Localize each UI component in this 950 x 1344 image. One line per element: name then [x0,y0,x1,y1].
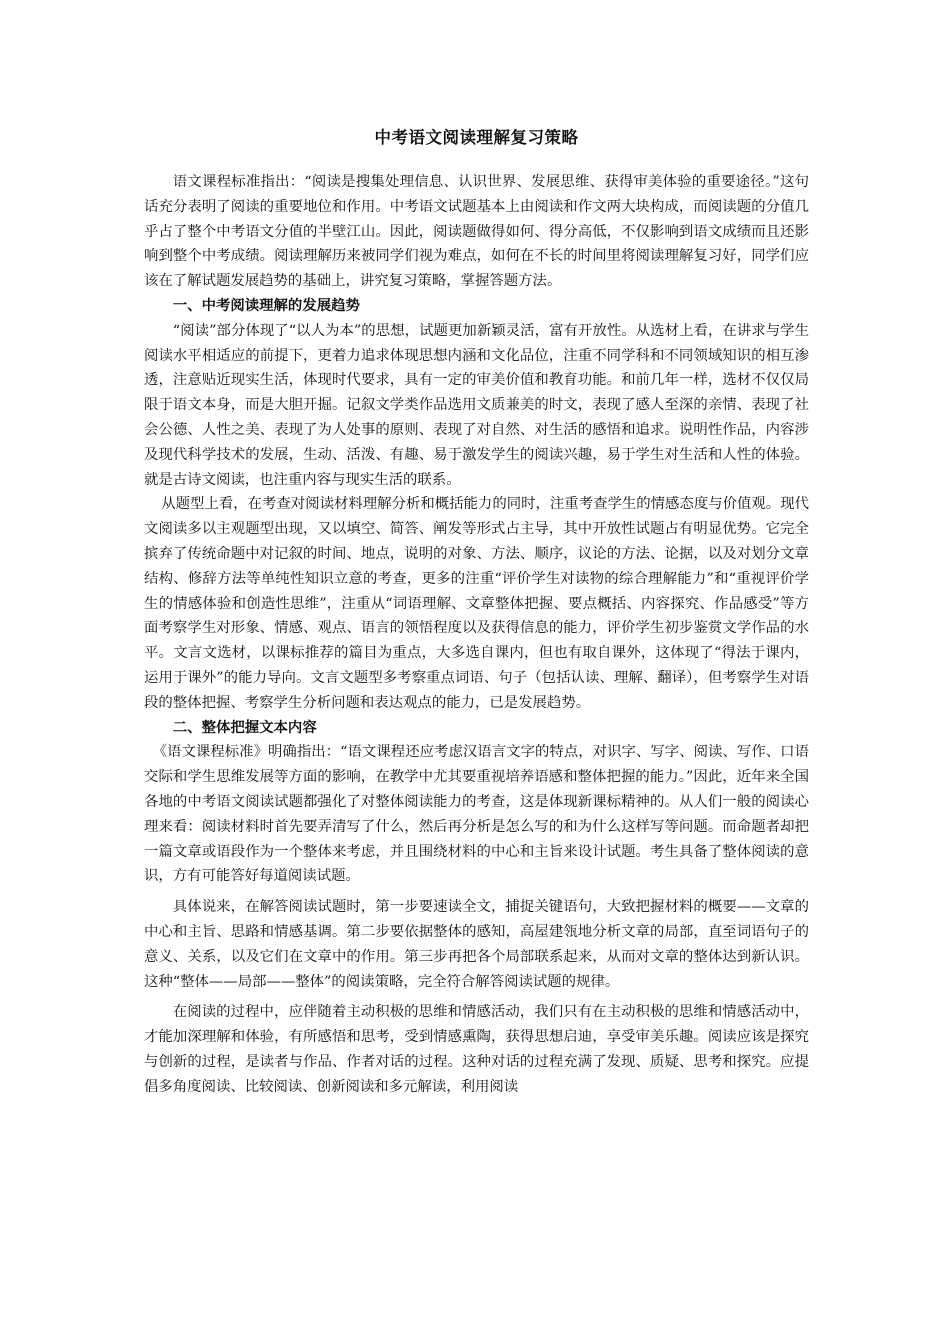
document-title: 中考语文阅读理解复习策略 [374,128,579,147]
section-heading-1: 一、中考阅读理解的发展趋势 [172,297,360,314]
section-heading-2: 二、整体把握文本内容 [172,719,317,736]
body-paragraph: 具体说来，在解答阅读试题时，第一步要速读全文，捕捉关键语句，大致把握材料的概要——文章的中心和主旨、思路和情感基调。第二步要依据整体的感知，高屋建瓴地分析文章的局部，直至词语句子的意义、关系，以及它们在文章中的作用。第三步再把各个局部联系起来，从而对文章的整体达到新认识。这种“整体——局部——整体”的阅读策略，完全符合解答阅读试题的规律。 [144,899,809,990]
body-paragraph: “阅读”部分体现了“以人为本”的思想，试题更加新颖灵活，富有开放性。从选材上看，在讲求与学生阅读水平相适应的前提下，更着力追求体现思想内涵和文化品位，注重不同学科和不同领域知识的相互渗透，注意贴近现实生活，体现时代要求，具有一定的审美价值和教育功能。和前几年一样，选材不仅仅局限于语文本身，而是大胆开掘。记叙文学类作品选用文质兼美的时文，表现了感人至深的亲情、表现了社会公德、人性之美、表现了为人处事的原则、表现了对自然、对生活的感悟和追求。说明性作品，内容涉及现代科学技术的发展，生动、活泼、有趣、易于激发学生的阅读兴趣，易于学生对生活和人性的体验。就是古诗文阅读，也注重内容与现实生活的联系。 [144,322,809,488]
body-paragraph: 在阅读的过程中，应伴随着主动积极的思维和情感活动，我们只有在主动积极的思维和情感活动中，才能加深理解和体验，有所感悟和思考，受到情感熏陶，获得思想启迪，享受审美乐趣。阅读应该是探究与创新的过程，是读者与作品、作者对话的过程。这种对话的过程充满了发现、质疑、思考和探究。应提倡多角度阅读、比较阅读、创新阅读和多元解读，利用阅读 [144,1004,809,1095]
body-paragraph: 《语文课程标准》明确指出：“语文课程还应考虑汉语言文字的特点，对识字、写字、阅读、写作、口语交际和学生思维发展等方面的影响，在教学中尤其要重视培养语感和整体把握的能力。”因此，近年来全国各地的中考语文阅读试题都强化了对整体阅读能力的考查，这是体现新课标精神的。从人们一般的阅读心理来看：阅读材料时首先要弄清写了什么，然后再分析是怎么写的和为什么这样写等问题。而命题者却把一篇文章或语段作为一个整体来考虑，并且围绕材料的中心和主旨来设计试题。考生具备了整体阅读的意识，方有可能答好每道阅读试题。 [144,744,809,885]
document-page [144,118,809,1099]
intro-paragraph: 语文课程标准指出：“阅读是搜集处理信息、认识世界、发展思维、获得审美体验的重要途径。”这句话充分表明了阅读的重要地位和作用。中考语文试题基本上由阅读和作文两大块构成，而阅读题的分值几乎占了整个中考语文分值的半壁江山。因此，阅读题做得如何、得分高低，不仅影响到语文成绩而且还影响到整个中考成绩。阅读理解历来被同学们视为难点，如何在不长的时间里将阅读理解复习好，同学们应该在了解试题发展趋势的基础上，讲究复习策略，掌握答题方法。 [144,174,809,290]
body-paragraph: 从题型上看，在考查对阅读材料理解分析和概括能力的同时，注重考查学生的情感态度与价值观。现代文阅读多以主观题型出现，又以填空、简答、阐发等形式占主导，其中开放性试题占有明显优势。它完全摈弃了传统命题中对记叙的时间、地点，说明的对象、方法、顺序，议论的方法、论据，以及对划分文章结构、修辞方法等单纯性知识立意的考查，更多的注重“评价学生对读物的综合理解能力”和“重视评价学生的情感体验和创造性思维”，注重从“词语理解、文章整体把握、要点概括、内容探究、作品感受”等方面考察学生对形象、情感、观点、语言的领悟程度以及获得信息的能力，评价学生初步鉴赏文学作品的水平。文言文选材，以课标推荐的篇目为重点，大多选自课内，但也有取自课外，这体现了“得法于课内，运用于课外”的能力导向。文言文题型多考察重点词语、句子（包括认读、理解、翻译），但考察学生对语段的整体把握、考察学生分析问题和表达观点的能力，已是发展趋势。 [144,496,809,711]
